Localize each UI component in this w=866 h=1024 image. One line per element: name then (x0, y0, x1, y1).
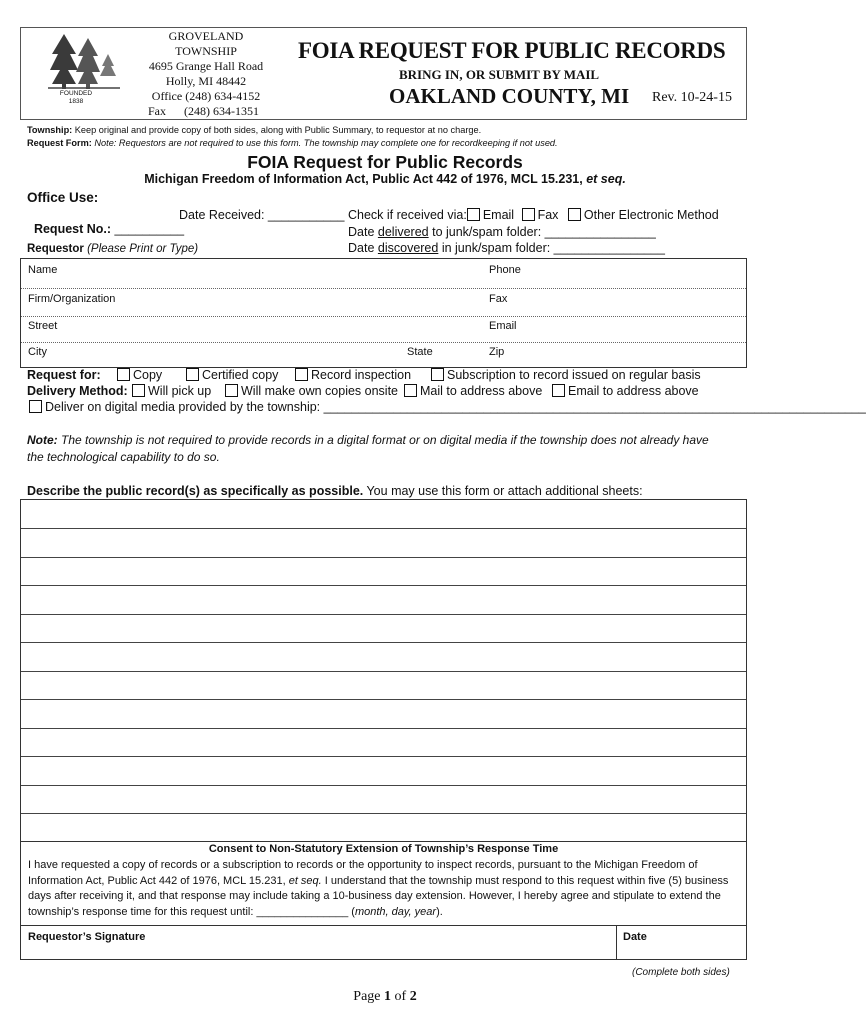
consent-text-2: I understand that the township must respond to this request within five (5) business days after receiving it, and that response may include taking a 10-business day extension. However, I hereby agree and stipulate to extend the township’s response time for this request until: _______________ ( (28, 874, 729, 918)
own-copies-option[interactable] (225, 384, 398, 398)
request-no-blank[interactable]: __________ (114, 222, 185, 236)
email-delivery-label: Email to address above (568, 384, 699, 398)
date-discovered-pre: Date (348, 241, 378, 255)
email-delivery-checkbox[interactable] (552, 384, 565, 397)
signature-date-field[interactable]: Date (623, 931, 647, 943)
writing-line (21, 756, 746, 757)
records-description-area[interactable] (20, 499, 747, 842)
signature-field[interactable]: Requestor’s Signature (28, 931, 146, 943)
other-electronic-checkbox[interactable] (568, 208, 581, 221)
date-discovered-post: in junk/spam folder: ________________ (438, 241, 665, 255)
consent-text-3: ). (436, 905, 443, 918)
describe-rest: You may use this form or attach additional sheets: (363, 484, 643, 498)
email-checkbox[interactable] (467, 208, 480, 221)
copy-option[interactable] (117, 368, 162, 382)
inspection-checkbox[interactable] (295, 368, 308, 381)
consent-text (28, 858, 740, 920)
describe-prompt (27, 484, 643, 498)
mail-option[interactable] (404, 384, 542, 398)
consent-text-em: et seq. (288, 874, 322, 887)
writing-line (21, 785, 746, 786)
instruction-form-text: Note: Requestors are not required to use this form. The township may complete one for recordkeeping if not used. (91, 138, 558, 148)
logo-year: 1838 (68, 98, 84, 105)
office-line-6: Fax (248) 634-1351 (148, 104, 259, 118)
divider (21, 316, 746, 317)
county-title: OAKLAND COUNTY, MI (389, 84, 630, 108)
writing-line (21, 557, 746, 558)
street-field[interactable]: Street (28, 320, 58, 332)
signature-divider (21, 925, 746, 926)
writing-line (21, 728, 746, 729)
name-field[interactable]: Name (28, 264, 58, 276)
state-field[interactable]: State (407, 346, 433, 358)
date-delivered-pre: Date (348, 225, 378, 239)
form-subtitle (0, 172, 770, 186)
signature-vertical-divider (616, 925, 617, 959)
instruction-township (27, 125, 481, 135)
zip-field[interactable]: Zip (489, 346, 505, 358)
email-field[interactable]: Email (489, 320, 517, 332)
email-delivery-option[interactable] (552, 384, 699, 398)
writing-line (21, 813, 746, 814)
tree-logo-icon (48, 32, 120, 90)
office-line-5: Office (248) 634-4152 (151, 89, 261, 103)
copy-label: Copy (133, 368, 163, 382)
consent-title: Consent to Non-Statutory Extension of Township’s Response Time (208, 843, 559, 855)
certified-option[interactable] (186, 368, 278, 382)
fax-option-label: Fax (537, 208, 559, 222)
describe-bold: Describe the public record(s) as specifically as possible. (27, 484, 364, 498)
note-text: The township is not required to provide records in a digital format or on digital media if the township does not already have the technological capability to do so. (27, 433, 709, 464)
requestor-label (27, 243, 198, 255)
phone-field[interactable]: Phone (489, 264, 521, 276)
writing-line (21, 585, 746, 586)
form-subtitle-text: Michigan Freedom of Information Act, Public Act 442 of 1976, MCL 15.231, (144, 172, 583, 186)
main-title: FOIA REQUEST FOR PUBLIC RECORDS (298, 38, 726, 63)
page-mid: of (391, 989, 410, 1004)
digital-media-option[interactable] (29, 400, 866, 414)
mail-checkbox[interactable] (404, 384, 417, 397)
fax-checkbox[interactable] (522, 208, 535, 221)
subscription-checkbox[interactable] (431, 368, 444, 381)
writing-line (21, 699, 746, 700)
page-current: 1 (384, 989, 392, 1004)
complete-both-sides: (Complete both sides) (632, 967, 730, 978)
writing-line (21, 642, 746, 643)
requestor-hint: (Please Print or Type) (87, 243, 199, 255)
fax-field[interactable]: Fax (489, 293, 508, 305)
received-via (348, 208, 719, 222)
office-line-1: GROVELAND (168, 29, 244, 43)
consent-box (20, 842, 747, 960)
consent-text-em2: month, day, year (354, 905, 437, 918)
township-logo (48, 32, 120, 108)
office-line-2: TOWNSHIP (175, 44, 237, 58)
city-field[interactable]: City (28, 346, 47, 358)
form-subtitle-em: et seq. (586, 172, 626, 186)
request-no-label: Request No.: (33, 222, 112, 236)
delivery-label: Delivery Method: (27, 384, 128, 398)
date-delivered[interactable] (348, 225, 656, 239)
digital-media-checkbox[interactable] (29, 400, 42, 413)
date-discovered[interactable] (348, 241, 665, 255)
certified-label: Certified copy (202, 368, 279, 382)
form-title: FOIA Request for Public Records (247, 152, 523, 172)
divider (21, 288, 746, 289)
subscription-label: Subscription to record issued on regular basis (447, 368, 701, 382)
page-number (0, 989, 770, 1005)
pickup-checkbox[interactable] (132, 384, 145, 397)
inspection-option[interactable] (295, 368, 411, 382)
inspection-label: Record inspection (311, 368, 412, 382)
revision: Rev. 10-24-15 (652, 90, 732, 105)
office-address (128, 29, 284, 119)
instruction-township-text: Keep original and provide copy of both sides, along with Public Summary, to requestor at no charge. (72, 125, 482, 135)
page-total: 2 (409, 989, 417, 1004)
requestor-label-text: Requestor (27, 243, 84, 255)
note-label: Note: (27, 433, 58, 447)
received-via-label: Check if received via: (348, 208, 467, 222)
header-subtitle: BRING IN, OR SUBMIT BY MAIL (399, 67, 600, 82)
email-option-label: Email (482, 208, 515, 222)
copy-checkbox[interactable] (117, 368, 130, 381)
own-copies-label: Will make own copies onsite (241, 384, 399, 398)
office-line-4: Holly, MI 48442 (165, 74, 247, 88)
digital-note (27, 432, 727, 466)
own-copies-checkbox[interactable] (225, 384, 238, 397)
other-electronic-label: Other Electronic Method (583, 208, 719, 222)
requestor-box (20, 258, 747, 368)
writing-line (21, 528, 746, 529)
instruction-township-label: Township: (27, 125, 73, 135)
date-discovered-u: discovered (377, 241, 439, 255)
request-for-label: Request for: (27, 368, 101, 382)
consent-text-1: I have requested a copy of records or a subscription to records or the opportunity to inspect records, pursuant to the Michigan Freedom of Information Act, Public Act 442 of 1976, MCL 15.231, (28, 859, 698, 887)
office-line-3: 4695 Grange Hall Road (148, 59, 264, 73)
page-pre: Page (353, 989, 385, 1004)
instruction-form (27, 138, 558, 148)
office-use-heading: Office Use: (27, 190, 99, 205)
date-delivered-post: to junk/spam folder: ________________ (428, 225, 656, 239)
writing-line (21, 671, 746, 672)
certified-checkbox[interactable] (186, 368, 199, 381)
divider (21, 342, 746, 343)
date-delivered-u: delivered (377, 225, 429, 239)
instruction-form-label: Request Form: (27, 138, 92, 148)
date-received[interactable]: Date Received: ___________ (179, 208, 345, 222)
writing-line (21, 614, 746, 615)
pickup-label: Will pick up (148, 384, 212, 398)
subscription-option[interactable] (431, 368, 701, 382)
logo-founded: FOUNDED (59, 90, 93, 97)
request-for-row (27, 368, 101, 382)
digital-media-label: Deliver on digital media provided by the township: ______________________________________________________________________________ (45, 400, 866, 414)
pickup-option[interactable] (132, 384, 211, 398)
mail-label: Mail to address above (420, 384, 543, 398)
request-no (27, 208, 184, 236)
firm-field[interactable]: Firm/Organization (28, 293, 116, 305)
